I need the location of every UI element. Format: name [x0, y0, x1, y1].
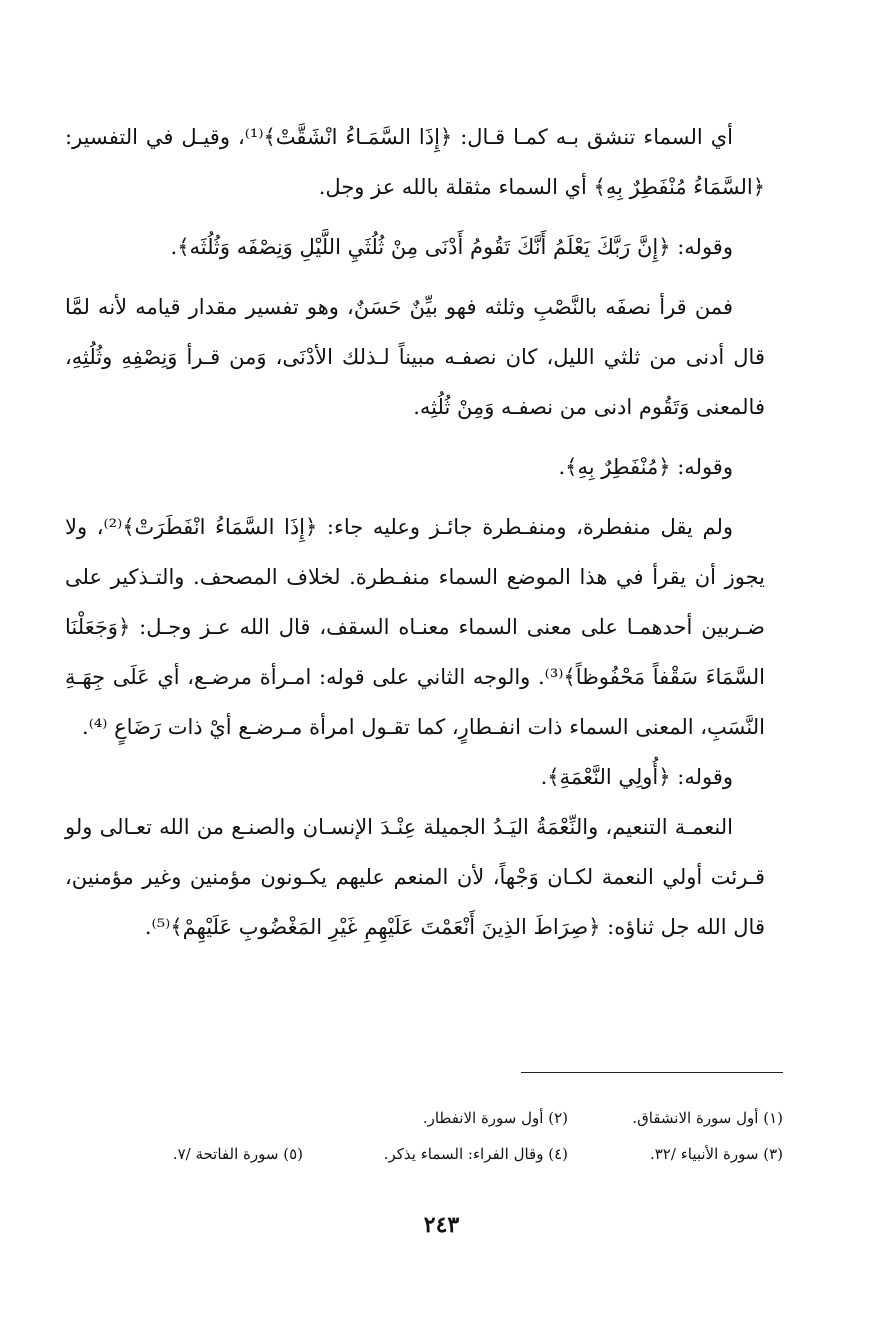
paragraph-3: فمن قرأ نصفَه بالنَّصْبِ وثلثه فهو بيِّنٌ حَسَنٌ، وهو تفسير مقدار قيامه لأنه لمَّا قال أدنى من ثلثي الليل، كان نصفـه مبيناً لـذلك الأدْنَى، وَمن قـرأ وَنِصْفِهِ وثُلُثِهِ، فالمعنى وَتَقُوم ادنى من نصفـه وَمِنْ ثُلُثِه. — [65, 295, 765, 419]
main-text — [65, 112, 765, 952]
footnote-1: (١) أول سورة الانشقاق. — [632, 1109, 783, 1127]
footnotes — [103, 1100, 783, 1172]
paragraph-2: وقوله: ﴿إِنَّ رَبَّكَ يَعْلَمُ أَنَّكَ تَقُومُ أَدْنَى مِنْ ثُلُثَيِ اللَّيْلِ وَنِصْفَه وَثُلُثَه﴾. — [170, 235, 733, 259]
paragraph-4: وقوله: ﴿مُنْفَطِرٌ بِهِ﴾. — [558, 455, 733, 479]
paragraph-7: النعمـة التنعيم، والنِّعْمَةُ اليَـدُ الجميلة عِنْـدَ الإنسـان والصنـع من الله تعـالى ولو قـرئت أولي النعمة لكـان وَجْهاً، لأن المنعم عليهم يكـونون مؤمنين وغير مؤمنين، قال الله جل ثناؤه: ﴿صِرَاطَ الذِينَ أَنْعَمْتَ عَلَيْهِمِ غَيْرِ المَغْضُوبِ عَلَيْهِمْ﴾⁽⁵⁾. — [65, 815, 765, 939]
paragraph-5: ولم يقل منفطرة، ومنفـطرة جائـز وعليه جاء: ﴿إِذَا السَّمَاءُ انْفَطَرَتْ﴾⁽²⁾، ولا يجوز أن يقرأ في هذا الموضع السماء منفـطرة. لخلاف المصحف. والتـذكير على ضـربين أحدهمـا على معنى السماء معنـاه السقف، قال الله عـز وجـل: ﴿وَجَعَلْنَا السَّمَاءَ سَقْفاً مَحْفُوظاً﴾⁽³⁾. والوجه الثاني على قوله: امـرأة مرضـع، أي عَلَى جِهَـةِ النَّسَبِ، المعنى السماء ذات انفـطارٍ، كما تقـول امرأة مـرضـع أيْ ذات رَضَاعٍ ⁽⁴⁾. — [65, 515, 765, 739]
paragraph-1: أي السماء تنشق بـه كمـا قـال: ﴿إِذَا السَّمَـاءُ انْشَقَّتْ﴾⁽¹⁾، وقيـل في التفسير: ﴿السَّمَاءُ مُنْفَطِرٌ بِهِ﴾ أي السماء مثقلة بالله عز وجل. — [65, 125, 765, 199]
paragraph-6: وقوله: ﴿أُولِي النَّعْمَةِ﴾. — [540, 765, 733, 789]
footnote-4: (٤) وقال الفراء: السماء يذكر. — [383, 1145, 568, 1163]
footnote-divider — [521, 1072, 783, 1073]
footnote-2: (٢) أول سورة الانفطار. — [422, 1109, 568, 1127]
footnote-5: (٥) سورة الفاتحة /٧. — [172, 1145, 303, 1163]
page-number: ٢٤٣ — [423, 1212, 460, 1238]
footnote-row — [103, 1100, 783, 1136]
footnote-row — [103, 1136, 783, 1172]
footnote-3: (٣) سورة الأنبياء /٣٢. — [649, 1145, 783, 1163]
